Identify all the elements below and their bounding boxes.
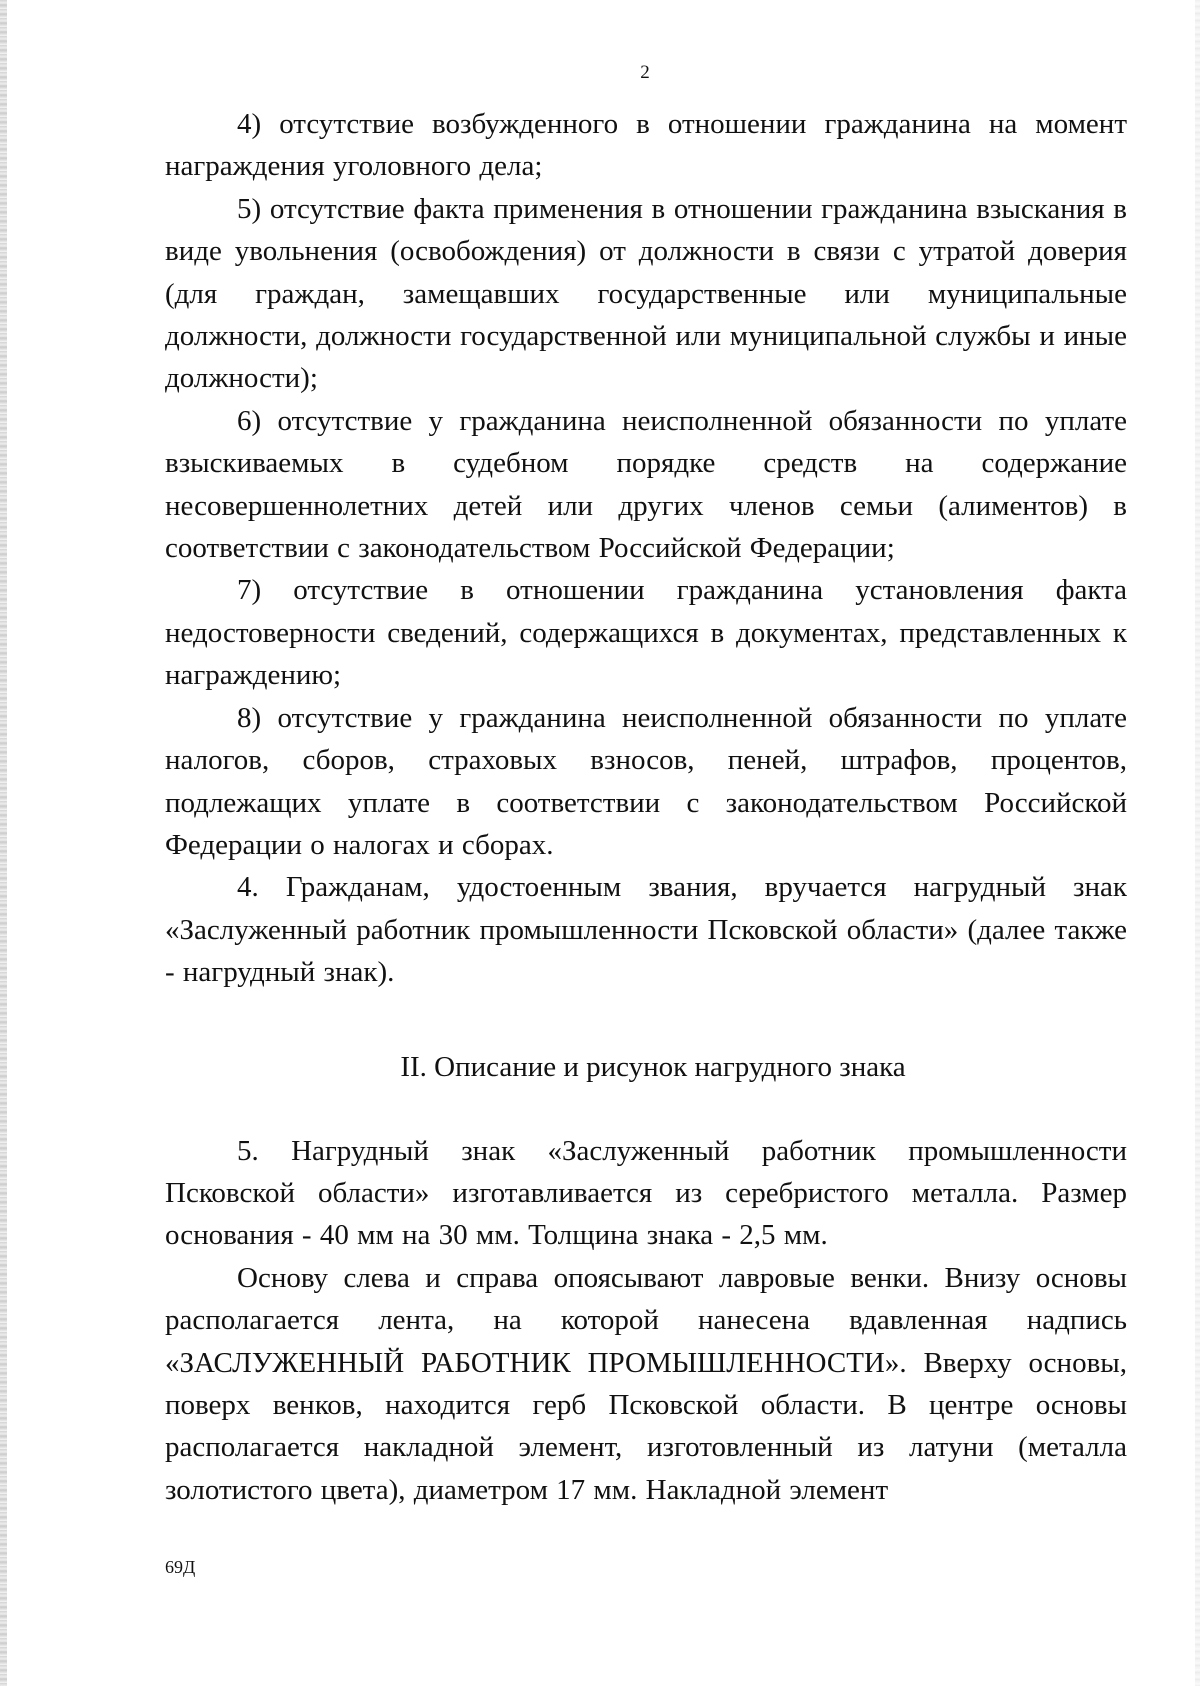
section-heading: II. Описание и рисунок нагрудного знака — [400, 1050, 906, 1083]
document-body — [165, 103, 1127, 1511]
paragraph-item-5: 5) отсутствие факта применения в отношении гражданина взыскания в виде увольнения (освобождения) от должности в связи с утратой доверия (для граждан, замещавших государственные или муниципальные должности, должности государственной или муниципальной службы и иные должности); — [165, 192, 1127, 395]
scan-edge-left — [0, 0, 7, 1686]
paragraph-clause-4: 4. Гражданам, удостоенным звания, вручается нагрудный знак «Заслуженный работник промышленности Псковской области» (далее также - нагрудный знак). — [165, 871, 1127, 989]
scan-edge-right — [1195, 0, 1200, 1686]
page-number: 2 — [640, 62, 650, 83]
paragraph-item-6: 6) отсутствие у гражданина неисполненной обязанности по уплате взыскиваемых в судебном порядке средств на содержание несовершеннолетних детей или других членов семьи (алиментов) в соответствии с законодательством Российской Федерации; — [165, 404, 1127, 565]
paragraph-clause-5: 5. Нагрудный знак «Заслуженный работник промышленности Псковской области» изготавливается из серебристого металла. Размер основания - 40 мм на 30 мм. Толщина знака - 2,5 мм. — [165, 1134, 1127, 1252]
footer-document-code: 69Д — [165, 1557, 196, 1577]
paragraph-badge-description: Основу слева и справа опоясывают лавровые венки. Внизу основы располагается лента, на которой нанесена вдавленная надпись «ЗАСЛУЖЕННЫЙ РАБОТНИК ПРОМЫШЛЕННОСТИ». Вверху основы, поверх венков, находится герб Псковской области. В центре основы располагается накладной элемент, изготовленный из латуни (металла золотистого цвета), диаметром 17 мм. Накладной элемент — [165, 1261, 1127, 1506]
paragraph-item-4: 4) отсутствие возбужденного в отношении гражданина на момент награждения уголовного дела; — [165, 108, 1127, 183]
paragraph-item-8: 8) отсутствие у гражданина неисполненной обязанности по уплате налогов, сборов, страховых взносов, пеней, штрафов, процентов, подлежащих уплате в соответствии с законодательством Российской Федерации о налогах и сборах. — [165, 701, 1127, 861]
paragraph-item-7: 7) отсутствие в отношении гражданина установления факта недостоверности сведений, содержащихся в документах, представленных к награждению; — [165, 574, 1127, 692]
